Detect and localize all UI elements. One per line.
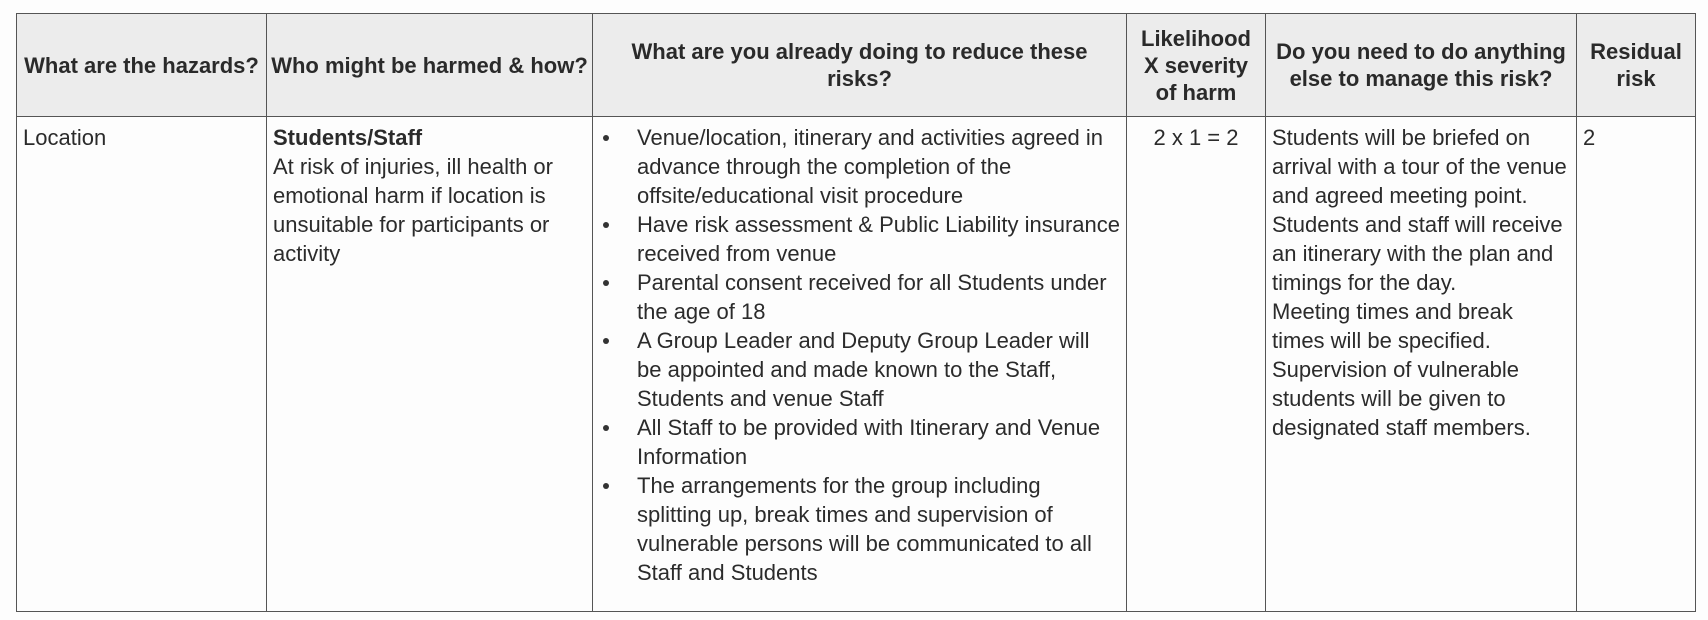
control-item: All Staff to be provided with Itinerary and Venue Information <box>637 413 1120 471</box>
control-item: Venue/location, itinerary and activities agreed in advance through the completion of the offsite/educational visit procedure <box>637 123 1120 210</box>
who-title: Students/Staff <box>273 125 423 150</box>
control-item: Parental consent received for all Students under the age of 18 <box>637 268 1120 326</box>
cell-likelihood <box>1127 117 1266 612</box>
controls-list <box>599 123 1120 587</box>
manage-item: Students will be briefed on arrival with a tour of the venue and agreed meeting point. <box>1272 125 1567 208</box>
header-anything-else: Do you need to do anything else to manage this risk? <box>1266 14 1577 117</box>
header-likelihood: Likelihood X severity of harm <box>1127 14 1266 117</box>
control-item: The arrangements for the group including splitting up, break times and supervision of vulnerable persons will be communicated to all Staff and Students <box>637 471 1120 587</box>
cell-residual <box>1577 117 1696 612</box>
manage-item: Students and staff will receive an itinerary with the plan and timings for the day. <box>1272 212 1563 295</box>
who-description: At risk of injuries, ill health or emotional harm if location is unsuitable for participants or activity <box>273 154 553 266</box>
header-who: Who might be harmed & how? <box>267 14 593 117</box>
likelihood-value: 2 x 1 = 2 <box>1153 125 1239 150</box>
cell-hazard <box>17 117 267 612</box>
control-item: Have risk assessment & Public Liability insurance received from venue <box>637 212 1120 266</box>
header-row <box>17 14 1696 117</box>
header-residual-risk: Residual risk <box>1577 14 1696 117</box>
header-already-doing: What are you already doing to reduce these risks? <box>593 14 1127 117</box>
table-row <box>17 117 1696 612</box>
residual-value: 2 <box>1583 125 1596 150</box>
manage-item: Supervision of vulnerable students will be given to designated staff members. <box>1272 357 1531 440</box>
cell-controls <box>593 117 1127 612</box>
control-item: A Group Leader and Deputy Group Leader will be appointed and made known to the Staff, Students and venue Staff <box>637 326 1120 413</box>
hazard-text: Location <box>23 125 107 150</box>
header-hazards: What are the hazards? <box>17 14 267 117</box>
cell-who <box>267 117 593 612</box>
risk-assessment-table <box>16 13 1696 612</box>
cell-manage <box>1266 117 1577 612</box>
manage-item: Meeting times and break times will be specified. <box>1272 299 1513 353</box>
